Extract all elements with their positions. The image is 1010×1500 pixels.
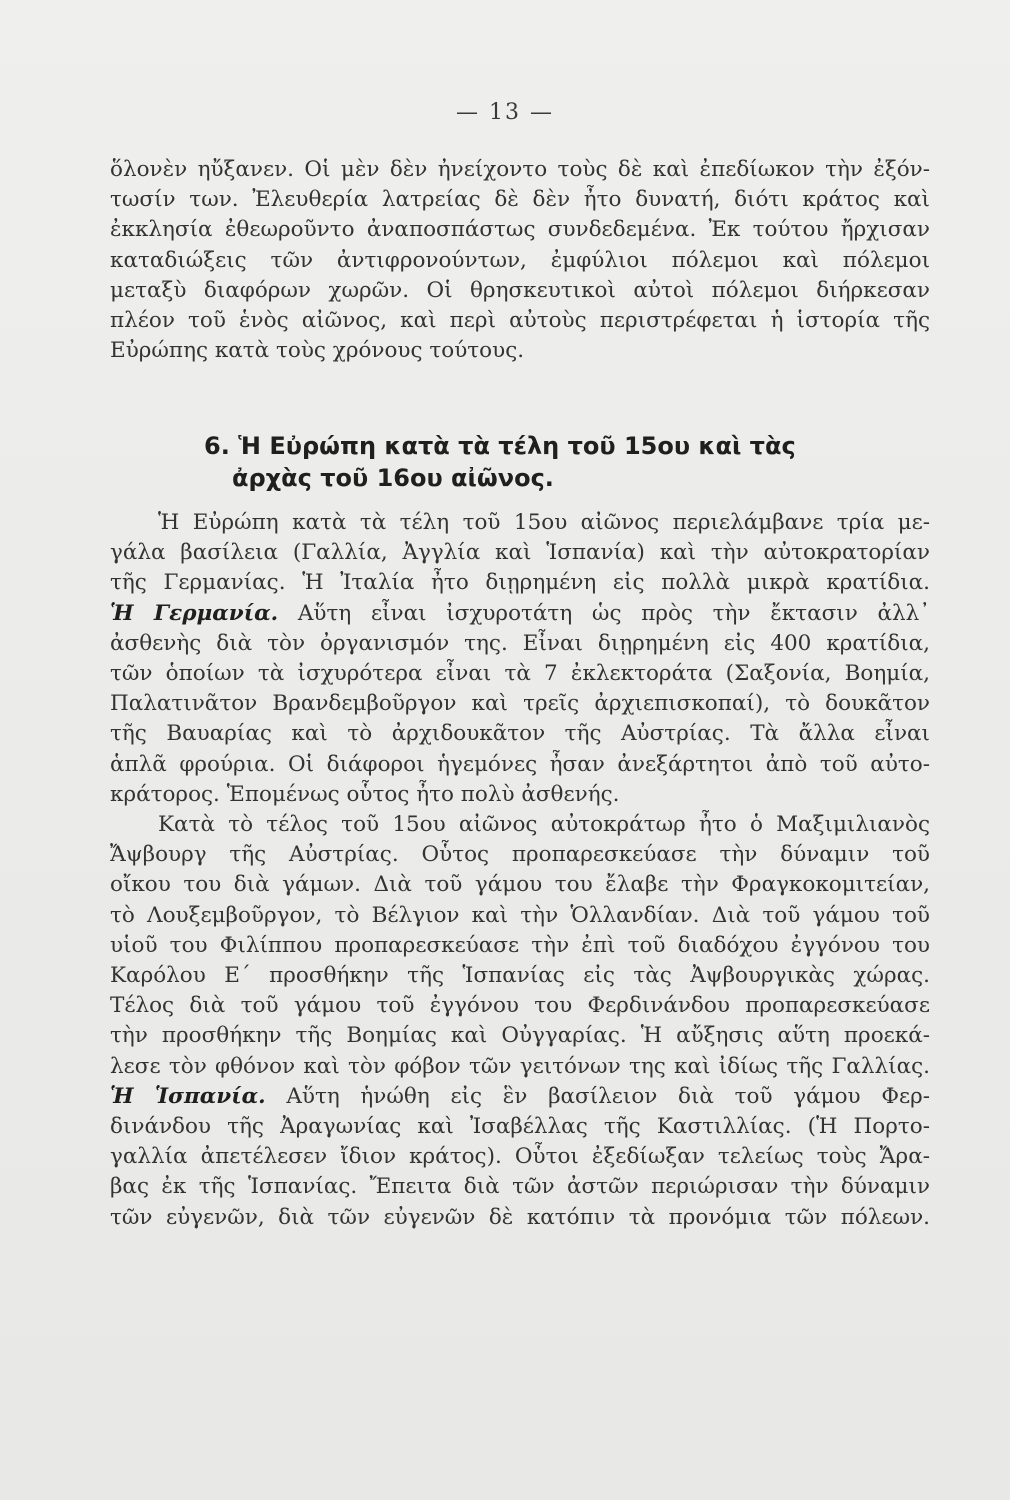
text-line: οἴκου του διὰ γάμων. Διὰ τοῦ γάμου του ἔλαβε τὴν Φραγκοκομιτείαν, bbox=[110, 872, 930, 898]
text-line: βας ἐκ τῆς Ἱσπανίας. Ἔπειτα διὰ τῶν ἀστῶν περιώρισαν τὴν δύναμιν bbox=[110, 1174, 930, 1200]
paragraph-religious-wars bbox=[110, 155, 930, 366]
text-line: γάλα βασίλεια (Γαλλία, Ἀγγλία καὶ Ἱσπανία) καὶ τὴν αὐτοκρατορίαν bbox=[110, 540, 930, 566]
subtitle-germany: Ἡ Γερμανία. bbox=[110, 600, 279, 626]
text-line: τὸ Λουξεμβοῦργον, τὸ Βέλγιον καὶ τὴν Ὁλλανδίαν. Διὰ τοῦ γάμου τοῦ bbox=[110, 902, 930, 928]
text-fragment: Αὕτη εἶναι ἰσχυροτάτη ὡς πρὸς τὴν ἔκτασιν ἀλλ᾽ bbox=[278, 600, 930, 626]
text-fragment: Αὕτη ἡνώθη εἰς ἓν βασίλειον διὰ τοῦ γάμου Φερ- bbox=[265, 1083, 930, 1109]
text-line: τωσίν των. Ἐλευθερία λατρείας δὲ δὲν ἦτο δυνατή, διότι κράτος καὶ bbox=[110, 187, 930, 213]
page-number: — 13 — bbox=[456, 100, 554, 125]
text-line: Κατὰ τὸ τέλος τοῦ 15ου αἰῶνος αὐτοκράτωρ ἦτο ὁ Μαξιμιλιανὸς bbox=[158, 812, 930, 838]
text-line: τὴν προσθήκην τῆς Βοημίας καὶ Οὐγγαρίας. Ἡ αὔξησις αὕτη προεκά- bbox=[110, 1023, 930, 1049]
text-line: κράτορος. Ἑπομένως οὗτος ἦτο πολὺ ἀσθενής. bbox=[110, 781, 620, 807]
text-line bbox=[110, 599, 930, 629]
text-line: γαλλία ἀπετέλεσεν ἴδιον κράτος). Οὗτοι ἐξεδίωξαν τελείως τοὺς Ἄρα- bbox=[110, 1144, 930, 1170]
subtitle-spain: Ἡ Ἱσπανία. bbox=[110, 1083, 266, 1109]
text-line: Ἄψβουργ τῆς Αὐστρίας. Οὗτος προπαρεσκεύασε τὴν δύναμιν τοῦ bbox=[110, 842, 930, 868]
text-line: καταδιώξεις τῶν ἀντιφρονούντων, ἐμφύλιοι πόλεμοι καὶ πόλεμοι bbox=[110, 247, 930, 273]
text-line: ἁπλᾶ φρούρια. Οἱ διάφοροι ἡγεμόνες ἦσαν ἀνεξάρτητοι ἀπὸ τοῦ αὐτο- bbox=[110, 751, 930, 777]
text-line: δινάνδου τῆς Ἀραγωνίας καὶ Ἰσαβέλλας τῆς Καστιλλίας. (Ἡ Πορτο- bbox=[110, 1114, 930, 1140]
section-body bbox=[110, 508, 930, 1233]
section-heading-line-2: ἀρχὰς τοῦ 16ου αἰῶνος. bbox=[232, 464, 554, 492]
text-line: Καρόλου Ε΄ προσθήκην τῆς Ἱσπανίας εἰς τὰς Ἀψβουργικὰς χώρας. bbox=[110, 963, 930, 989]
text-line: μεταξὺ διαφόρων χωρῶν. Οἱ θρησκευτικοὶ αὐτοὶ πόλεμοι διήρκεσαν bbox=[110, 277, 930, 303]
text-line: ὅλονὲν ηὔξανεν. Οἱ μὲν δὲν ἠνείχοντο τοὺς δὲ καὶ ἐπεδίωκον τὴν ἐξόν- bbox=[110, 157, 930, 182]
text-line: τῆς Γερμανίας. Ἡ Ἰταλία ἦτο διῃρημένη εἰς πολλὰ μικρὰ κρατίδια. bbox=[110, 570, 930, 596]
text-line: ἐκκλησία ἐθεωροῦντο ἀναποσπάστως συνδεδεμένα. Ἐκ τούτου ἤρχισαν bbox=[110, 217, 930, 243]
text-line: Ἡ Εὐρώπη κατὰ τὰ τέλη τοῦ 15ου αἰῶνος περιελάμβανε τρία με- bbox=[158, 510, 930, 535]
text-line: Τέλος διὰ τοῦ γάμου τοῦ ἐγγόνου του Φερδινάνδου προπαρεσκεύασε bbox=[110, 993, 930, 1019]
text-line: τῆς Βαυαρίας καὶ τὸ ἀρχιδουκᾶτον τῆς Αὐστρίας. Τὰ ἄλλα εἶναι bbox=[110, 721, 930, 747]
text-line: Εὐρώπης κατὰ τοὺς χρόνους τούτους. bbox=[110, 338, 525, 364]
text-line: πλέον τοῦ ἑνὸς αἰῶνος, καὶ περὶ αὐτοὺς περιστρέφεται ἡ ἱστορία τῆς bbox=[110, 308, 930, 334]
text-line: τῶν εὐγενῶν, διὰ τῶν εὐγενῶν δὲ κατόπιν τὰ προνόμια τῶν πόλεων. bbox=[110, 1204, 930, 1230]
section-heading-line-1: 6. Ἡ Εὐρώπη κατὰ τὰ τέλη τοῦ 15ου καὶ τὰς bbox=[204, 432, 796, 460]
section-heading bbox=[100, 430, 930, 494]
text-line: Παλατινᾶτον Βρανδεμβοῦργον καὶ τρεῖς ἀρχιεπισκοπαί), τὸ δουκᾶτον bbox=[110, 691, 930, 717]
text-line bbox=[110, 1082, 930, 1112]
text-line: τῶν ὁποίων τὰ ἰσχυρότερα εἶναι τὰ 7 ἐκλεκτοράτα (Σαξονία, Βοημία, bbox=[110, 661, 930, 687]
text-line: ἀσθενὴς διὰ τὸν ὀργανισμόν της. Εἶναι διῃρημένη εἰς 400 κρατίδια, bbox=[110, 630, 930, 656]
text-line: υἱοῦ του Φιλίππου προπαρεσκεύασε τὴν ἐπὶ τοῦ διαδόχου ἐγγόνου του bbox=[110, 932, 930, 958]
text-line: λεσε τὸν φθόνον καὶ τὸν φόβον τῶν γειτόνων της καὶ ἰδίως τῆς Γαλλίας. bbox=[110, 1053, 930, 1079]
